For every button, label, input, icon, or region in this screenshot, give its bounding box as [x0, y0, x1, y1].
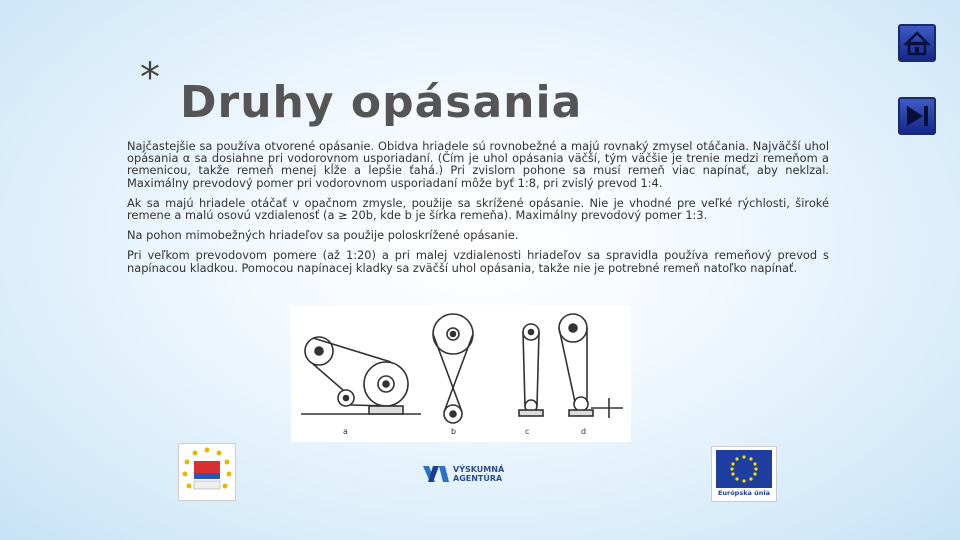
home-button[interactable]: [898, 24, 936, 62]
figure-label-c: c: [525, 427, 530, 436]
figure-label-b: b: [451, 427, 457, 436]
eu-flag-icon: [716, 450, 772, 488]
figure-label-a: a: [343, 427, 348, 436]
eu-label: Európska únia: [717, 489, 771, 497]
belt-drive-figure: [291, 306, 631, 442]
title-bullet: *: [140, 55, 160, 101]
slide-title: Druhy opásania: [180, 77, 583, 128]
slide-body: [127, 140, 829, 282]
school-emblem-icon: [179, 444, 235, 500]
va-line1: VÝSKUMNÁ: [453, 465, 505, 474]
belt-drive-illustration: [291, 306, 631, 442]
eu-logo: [711, 446, 777, 502]
paragraph-open-belt: Najčastejšie sa používa otvorené opásanie. Obidva hriadele sú rovnobežné a majú rovnaký zmysel otáčania. Najväčší uhol opásania α sa dosiahne pri vodorovnom usporiadaní. (Čím je uhol opásania väčší, tým väčšie je trenie medzi remeňom a remenicou, takže remeň menej kĺže a lepšie ťahá.) Pri zvislom pohone sa musí remeň viac napínať, aby neklzal. Maximálny prevodový pomer pri vodorovnom usporiadaní môže byť 1:8, pri zvislý prevod 1:4.: [127, 139, 829, 190]
paragraph-half-crossed: Na pohon mimobežných hriadeľov sa použije poloskrížené opásanie.: [127, 228, 519, 243]
home-icon: [900, 26, 934, 60]
last-slide-icon: [900, 99, 934, 133]
research-agency-logo: [421, 458, 511, 488]
va-logo-icon: [421, 458, 451, 488]
paragraph-tension-pulley: Pri veľkom prevodovom pomere (až 1:20) a pri malej vzdialenosti hriadeľov sa spravidla používa remeňový prevod s napínacou kladkou. Pomocou napínacej kladky sa zväčší uhol opásania, takže nie je potrebné remeň natoľko napínať.: [127, 248, 829, 275]
paragraph-crossed-belt: Ak sa majú hriadele otáčať v opačnom zmysle, použije sa skrížené opásanie. Nie je vhodné pre veľké rýchlosti, široké remene a malú osovú vzdialenosť (a ≥ 20b, kde b je šírka remeňa). Maximálny prevodový pomer 1:3.: [127, 195, 829, 223]
school-logo: [178, 443, 236, 501]
va-line2: AGENTÚRA: [453, 474, 503, 483]
last-slide-button[interactable]: [898, 97, 936, 135]
figure-label-d: d: [581, 427, 587, 436]
